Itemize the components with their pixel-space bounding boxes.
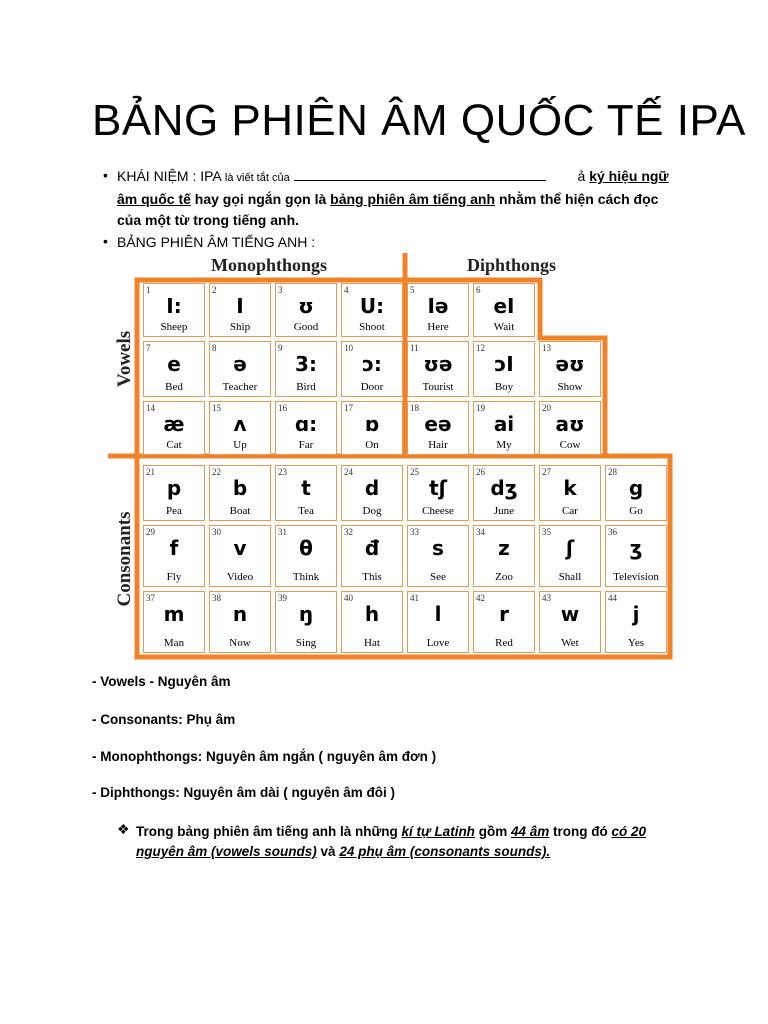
ipa-cell (143, 591, 205, 653)
cell-symbol: k (563, 476, 577, 500)
ipa-cell (473, 401, 535, 455)
cell-symbol: s (432, 536, 444, 560)
ipa-cell (143, 525, 205, 587)
ipa-cell (143, 465, 205, 521)
concept-paragraph (103, 166, 672, 231)
cell-number: 22 (212, 467, 221, 477)
cell-number: 16 (278, 403, 287, 413)
cell-example-word: Good (293, 321, 319, 333)
cell-number: 23 (278, 467, 287, 477)
cell-example-word: Hat (364, 637, 380, 649)
cell-number: 38 (212, 593, 221, 603)
cell-example-word: Wait (493, 321, 515, 333)
cell-example-word: Sheep (160, 321, 188, 333)
cell-example-word: Teacher (222, 381, 258, 393)
cell-example-word: Pea (166, 505, 182, 517)
ipa-cell (143, 283, 205, 337)
cell-symbol: əʊ (555, 352, 585, 376)
ipa-cell (341, 591, 403, 653)
cell-example-word: My (496, 439, 512, 451)
ipa-cell (341, 401, 403, 455)
ipa-cell (473, 525, 535, 587)
cell-symbol: æ (163, 412, 185, 436)
blank-line (294, 168, 546, 181)
cell-number: 44 (608, 593, 617, 603)
ipa-cell (209, 283, 271, 337)
concept-term-1: ký hiệu ngữ âm quốc tế (117, 168, 669, 207)
cell-number: 1 (146, 285, 151, 295)
cell-example-word: Red (495, 637, 513, 649)
cell-example-word: Love (426, 637, 450, 649)
cell-number: 17 (344, 403, 353, 413)
cell-example-word: Zoo (495, 571, 513, 583)
cell-number: 31 (278, 527, 287, 537)
cell-symbol: z (498, 536, 510, 560)
ipa-cell (473, 341, 535, 397)
cell-number: 11 (410, 343, 419, 353)
cell-number: 2 (212, 285, 217, 295)
cell-symbol: g (628, 476, 644, 500)
cell-number: 20 (542, 403, 551, 413)
cell-symbol: ai (493, 412, 515, 436)
cell-number: 5 (410, 285, 415, 295)
monophthongs-header: Monophthongs (211, 255, 328, 275)
ipa-cell (539, 525, 601, 587)
cell-example-word: Shall (558, 571, 582, 583)
ipa-cell (407, 465, 469, 521)
concept-mid: hay gọi ngắn gọn là (194, 191, 327, 207)
cell-number: 24 (344, 467, 353, 477)
conclusion-paragraph: Trong bảng phiên âm tiếng anh là những kí tự Latinh gồm 44 âm trong đó có 20 nguyên âm (vowels sounds) và 24 phụ âm (consonants sounds). (136, 824, 647, 859)
cell-example-word: Car (562, 505, 578, 517)
cell-example-word: Cow (559, 439, 581, 451)
ipa-cell (473, 591, 535, 653)
note-vowels: - Vowels - Nguyên âm (92, 674, 231, 689)
cell-example-word: Video (226, 571, 254, 583)
ipa-cell (407, 591, 469, 653)
ipa-cell (407, 283, 469, 337)
cell-number: 21 (146, 467, 155, 477)
ipa-cell (275, 465, 337, 521)
page-title: BẢNG PHIÊN ÂM QUỐC TẾ IPA (92, 96, 746, 145)
ipa-cell (209, 525, 271, 587)
note-diphthongs: - Diphthongs: Nguyên âm dài ( nguyên âm đôi ) (92, 785, 395, 800)
ipa-chart (108, 250, 673, 660)
cell-example-word: Tea (298, 505, 314, 517)
cell-number: 33 (410, 527, 419, 537)
cell-number: 12 (476, 343, 485, 353)
cell-number: 7 (146, 343, 151, 353)
ipa-cell (473, 283, 535, 337)
cell-number: 27 (542, 467, 551, 477)
ipa-cell (407, 341, 469, 397)
cell-number: 4 (344, 285, 349, 295)
cell-symbol: r (499, 602, 509, 626)
cell-example-word: Boat (229, 505, 251, 517)
ipa-cell (473, 465, 535, 521)
cell-symbol: d (364, 476, 380, 500)
ipa-cell (539, 591, 601, 653)
ipa-cell (275, 401, 337, 455)
cell-example-word: Here (427, 321, 449, 333)
cell-symbol: f (169, 536, 179, 560)
cell-number: 28 (608, 467, 617, 477)
concept-label: KHÁI NIỆM : IPA (117, 168, 221, 184)
cell-example-word: Dog (362, 505, 382, 517)
ipa-cell (539, 401, 601, 455)
ipa-cell (605, 525, 667, 587)
cell-example-word: Boy (494, 381, 514, 393)
cell-example-word: Wet (561, 637, 579, 649)
ipa-cell (341, 465, 403, 521)
cell-symbol: t (301, 476, 311, 500)
cell-number: 37 (146, 593, 155, 603)
cell-symbol: θ (299, 536, 313, 560)
consonants-side-label: Consonants (114, 511, 135, 607)
cell-number: 42 (476, 593, 485, 603)
cell-example-word: Fly (166, 571, 182, 583)
cell-symbol: ɔ: (362, 352, 382, 376)
cell-symbol: ʃ (565, 536, 575, 560)
ipa-cell (605, 465, 667, 521)
cell-example-word: Cat (166, 439, 182, 451)
bullet-icon: • (103, 167, 108, 183)
cell-number: 36 (608, 527, 617, 537)
cell-number: 8 (212, 343, 217, 353)
cell-number: 43 (542, 593, 551, 603)
cell-number: 9 (278, 343, 283, 353)
vowels-side-label: Vowels (114, 330, 135, 388)
cell-example-word: Cheese (422, 505, 454, 517)
ipa-cell (275, 591, 337, 653)
cell-symbol: w (560, 602, 580, 626)
chart-heading: • BẢNG PHIÊN ÂM TIẾNG ANH : (103, 233, 316, 250)
cell-example-word: Bed (165, 381, 183, 393)
diphthongs-header: Diphthongs (467, 255, 557, 275)
note-monophthongs: - Monophthongs: Nguyên âm ngắn ( nguyên âm đơn ) (92, 749, 437, 764)
cell-number: 26 (476, 467, 485, 477)
cell-number: 15 (212, 403, 221, 413)
cell-symbol: U: (359, 294, 385, 318)
cell-number: 34 (476, 527, 485, 537)
cell-symbol: ɔI (494, 352, 514, 376)
ipa-cell (341, 283, 403, 337)
cell-symbol: e (167, 352, 181, 376)
concept-suffix: ả (577, 168, 586, 184)
cell-example-word: Sing (295, 637, 317, 649)
cell-number: 29 (146, 527, 155, 537)
cell-example-word: Television (613, 571, 659, 583)
cell-number: 13 (542, 343, 551, 353)
cell-example-word: This (362, 571, 382, 583)
cell-number: 39 (278, 593, 287, 603)
concept-end: nhằm thể hiện cách đọc của một từ trong tiếng anh. (117, 191, 659, 228)
ipa-cell (407, 401, 469, 455)
ipa-cell (341, 525, 403, 587)
ipa-cell (209, 591, 271, 653)
concept-abbrev-text: là viết tắt của (224, 172, 290, 184)
cell-example-word: Up (233, 439, 247, 451)
cell-symbol: v (233, 536, 247, 560)
cell-symbol: j (632, 602, 640, 626)
cell-number: 32 (344, 527, 353, 537)
cell-symbol: ɑ: (294, 412, 318, 436)
cell-example-word: Show (557, 381, 583, 393)
cell-symbol: tʃ (429, 476, 447, 500)
ipa-cell (209, 341, 271, 397)
ipa-cell (143, 401, 205, 455)
cell-symbol: dʒ (490, 476, 518, 500)
cell-example-word: Go (629, 505, 643, 517)
ipa-cell (341, 341, 403, 397)
cell-symbol: ʌ (233, 412, 247, 436)
cell-example-word: Shoot (359, 321, 385, 333)
cell-number: 14 (146, 403, 155, 413)
cell-number: 3 (278, 285, 283, 295)
note-consonants: - Consonants: Phụ âm (92, 712, 236, 727)
cell-symbol: eI (493, 294, 515, 318)
cell-example-word: On (365, 439, 379, 451)
cell-symbol: eə (424, 412, 452, 436)
cell-symbol: b (232, 476, 248, 500)
cell-symbol: p (166, 476, 182, 500)
cell-symbol: aʊ (555, 412, 585, 436)
cell-symbol: ŋ (298, 602, 314, 626)
bullet-icon: • (103, 233, 108, 249)
ipa-cell (275, 283, 337, 337)
cell-number: 25 (410, 467, 419, 477)
cell-number: 41 (410, 593, 419, 603)
cell-symbol: Iə (427, 294, 449, 318)
cell-symbol: h (364, 602, 380, 626)
cell-example-word: Think (292, 571, 320, 583)
cell-symbol: ɒ (364, 412, 380, 436)
cell-example-word: Door (360, 381, 384, 393)
cell-symbol: I: (166, 294, 182, 318)
cell-number: 19 (476, 403, 485, 413)
cell-symbol: n (232, 602, 248, 626)
cell-number: 40 (344, 593, 353, 603)
cell-symbol: 3: (295, 352, 317, 376)
cell-example-word: Far (298, 439, 314, 451)
cell-symbol: ʊə (423, 352, 453, 376)
cell-example-word: Bird (296, 381, 316, 393)
diamond-bullet-icon: ❖ (117, 821, 130, 837)
cell-symbol: ʊ (298, 294, 314, 318)
ipa-cell (275, 341, 337, 397)
cell-number: 30 (212, 527, 221, 537)
ipa-cell (539, 465, 601, 521)
cell-example-word: Yes (627, 637, 644, 649)
cell-example-word: Hair (428, 439, 448, 451)
ipa-cell (275, 525, 337, 587)
cell-number: 35 (542, 527, 551, 537)
cell-example-word: Now (229, 637, 251, 649)
cell-number: 18 (410, 403, 419, 413)
cell-symbol: đ (364, 536, 380, 560)
cell-number: 10 (344, 343, 353, 353)
ipa-cell (539, 341, 601, 397)
concept-term-2: bảng phiên âm tiếng anh (330, 191, 496, 207)
cell-symbol: ʒ (629, 536, 643, 560)
cell-symbol: ə (233, 352, 247, 376)
cell-symbol: m (163, 602, 185, 626)
cell-example-word: June (493, 505, 515, 517)
cell-symbol: l (434, 602, 442, 626)
cell-example-word: See (430, 571, 446, 583)
cell-number: 6 (476, 285, 481, 295)
ipa-cell (209, 465, 271, 521)
cell-example-word: Tourist (422, 381, 454, 393)
ipa-cell (605, 591, 667, 653)
cell-symbol: I (236, 294, 244, 318)
cell-example-word: Man (163, 637, 185, 649)
ipa-cell (407, 525, 469, 587)
ipa-cell (209, 401, 271, 455)
cell-example-word: Ship (229, 321, 251, 333)
ipa-cell (143, 341, 205, 397)
